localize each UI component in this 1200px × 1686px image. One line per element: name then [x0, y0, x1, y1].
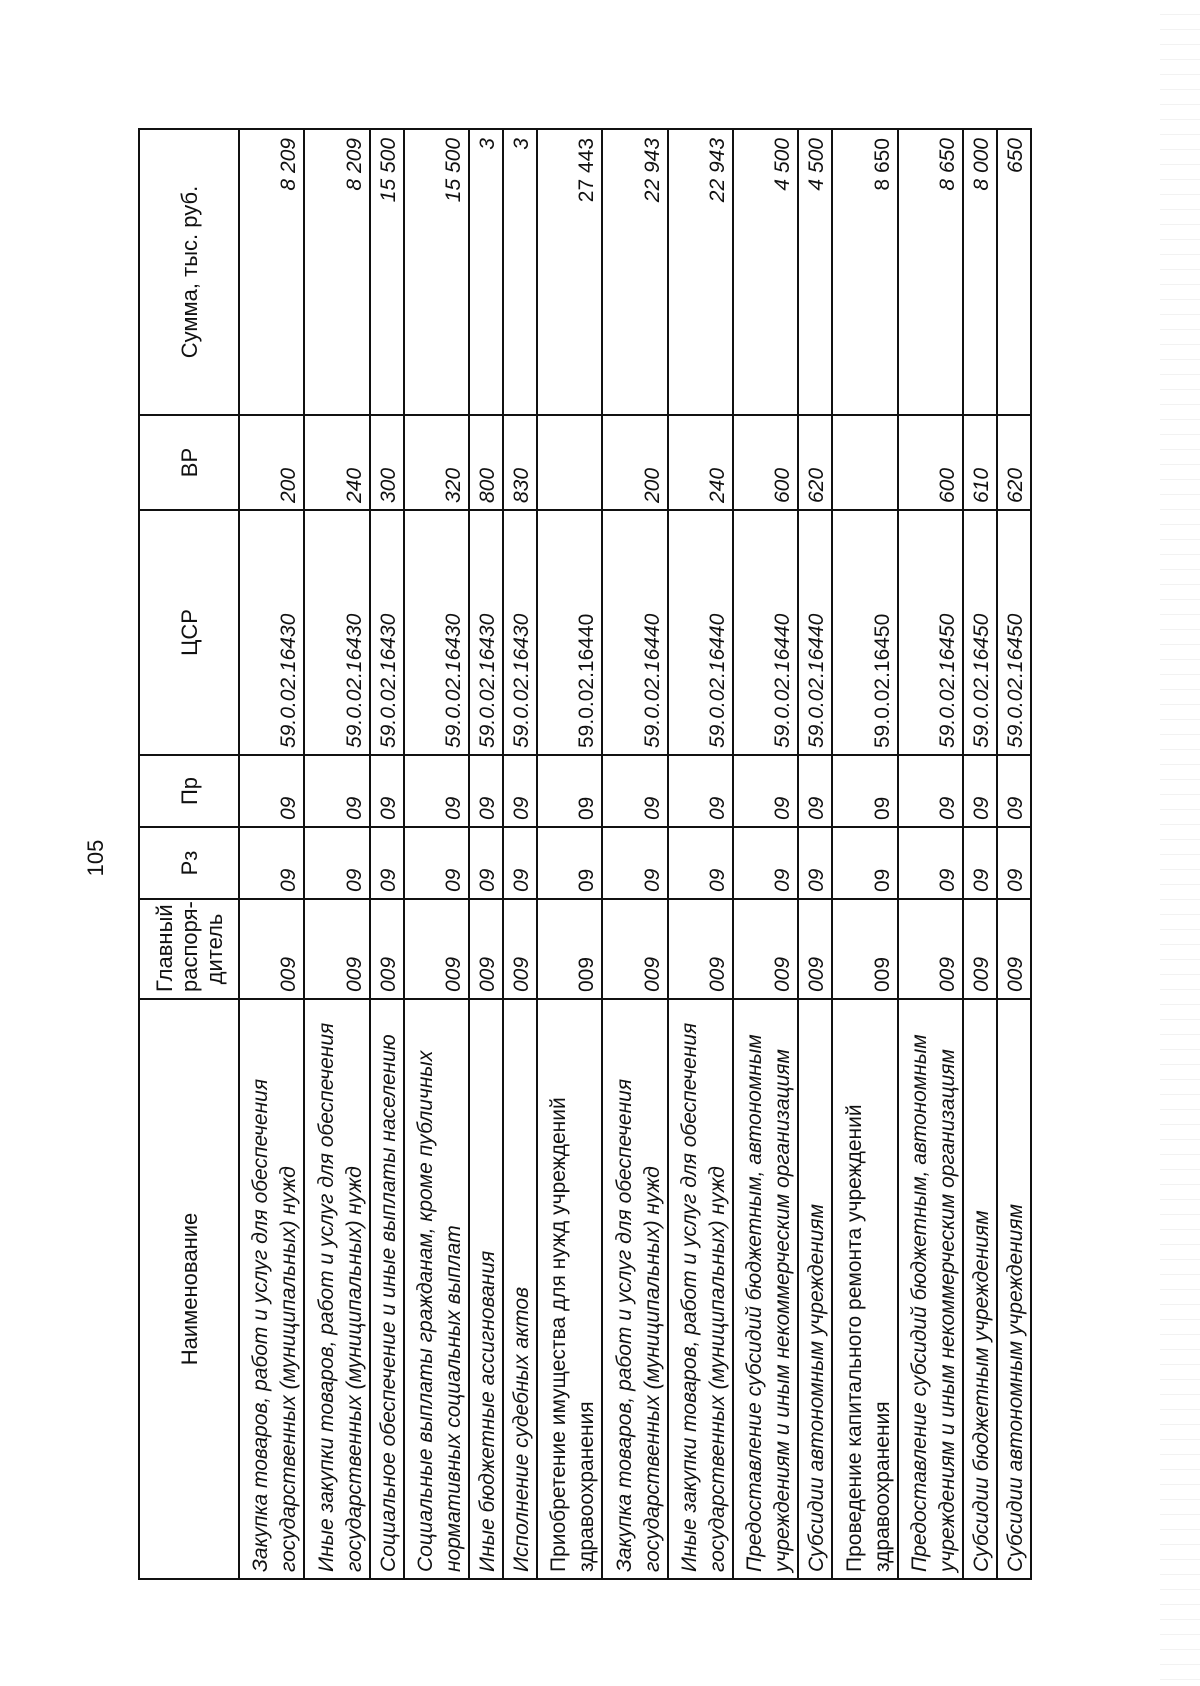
cell-sum: 22 943 [602, 129, 667, 415]
cell-pr: 09 [602, 755, 667, 827]
cell-pr: 09 [832, 755, 897, 827]
cell-rz: 09 [963, 827, 997, 899]
cell-pr: 09 [963, 755, 997, 827]
cell-pr: 09 [537, 755, 602, 827]
cell-vr: 830 [503, 415, 537, 510]
cell-chief: 009 [469, 899, 503, 999]
table-row [537, 129, 602, 1579]
cell-name: Иные бюджетные ассигнования [469, 999, 503, 1579]
cell-vr [537, 415, 602, 510]
scan-artifact [1160, 0, 1200, 1686]
cell-vr: 610 [963, 415, 997, 510]
cell-chief: 009 [997, 899, 1031, 999]
table-row [304, 129, 369, 1579]
table-header-row [139, 129, 239, 1579]
cell-chief: 009 [239, 899, 304, 999]
header-chief: Главный распоря-дитель [139, 899, 239, 999]
cell-rz: 09 [239, 827, 304, 899]
page-number: 105 [83, 839, 108, 877]
header-pr: Пр [139, 755, 239, 827]
cell-csr: 59.0.02.16430 [469, 510, 503, 755]
cell-csr: 59.0.02.16450 [832, 510, 897, 755]
cell-rz: 09 [832, 827, 897, 899]
cell-sum: 27 443 [537, 129, 602, 415]
budget-table [138, 128, 1032, 1580]
cell-name: Социальное обеспечение и иные выплаты населению [370, 999, 404, 1579]
cell-pr: 09 [798, 755, 832, 827]
cell-csr: 59.0.02.16430 [239, 510, 304, 755]
cell-pr: 09 [304, 755, 369, 827]
cell-chief: 009 [963, 899, 997, 999]
cell-pr: 09 [668, 755, 733, 827]
cell-name: Предоставление субсидий бюджетным, автономным учреждениям и иным некоммерческим организациям [898, 999, 963, 1579]
cell-name: Исполнение судебных актов [503, 999, 537, 1579]
cell-sum: 8 650 [898, 129, 963, 415]
table-row [469, 129, 503, 1579]
cell-rz: 09 [503, 827, 537, 899]
cell-name: Предоставление субсидий бюджетным, автономным учреждениям и иным некоммерческим организациям [733, 999, 798, 1579]
cell-chief: 009 [404, 899, 469, 999]
cell-chief: 009 [537, 899, 602, 999]
cell-chief: 009 [798, 899, 832, 999]
cell-csr: 59.0.02.16430 [503, 510, 537, 755]
cell-rz: 09 [997, 827, 1031, 899]
cell-vr: 200 [602, 415, 667, 510]
cell-vr: 620 [997, 415, 1031, 510]
table-body [239, 129, 1031, 1579]
cell-sum: 3 [469, 129, 503, 415]
cell-chief: 009 [832, 899, 897, 999]
table-row [798, 129, 832, 1579]
cell-chief: 009 [668, 899, 733, 999]
cell-pr: 09 [370, 755, 404, 827]
cell-sum: 8 209 [304, 129, 369, 415]
cell-rz: 09 [469, 827, 503, 899]
cell-rz: 09 [304, 827, 369, 899]
table-row [898, 129, 963, 1579]
cell-rz: 09 [898, 827, 963, 899]
header-sum: Сумма, тыс. руб. [139, 129, 239, 415]
table-row [370, 129, 404, 1579]
table-row [239, 129, 304, 1579]
cell-sum: 3 [503, 129, 537, 415]
cell-vr: 620 [798, 415, 832, 510]
cell-name: Закупка товаров, работ и услуг для обеспечения государственных (муниципальных) нужд [239, 999, 304, 1579]
cell-csr: 59.0.02.16440 [798, 510, 832, 755]
cell-vr: 320 [404, 415, 469, 510]
header-csr: ЦСР [139, 510, 239, 755]
header-rz: Рз [139, 827, 239, 899]
cell-pr: 09 [997, 755, 1031, 827]
cell-sum: 15 500 [404, 129, 469, 415]
cell-name: Социальные выплаты гражданам, кроме публичных нормативных социальных выплат [404, 999, 469, 1579]
table-row [997, 129, 1031, 1579]
cell-pr: 09 [404, 755, 469, 827]
cell-name: Субсидии автономным учреждениям [997, 999, 1031, 1579]
cell-name: Закупка товаров, работ и услуг для обеспечения государственных (муниципальных) нужд [602, 999, 667, 1579]
cell-sum: 4 500 [733, 129, 798, 415]
cell-vr: 240 [304, 415, 369, 510]
cell-pr: 09 [733, 755, 798, 827]
cell-pr: 09 [503, 755, 537, 827]
cell-csr: 59.0.02.16440 [602, 510, 667, 755]
cell-rz: 09 [537, 827, 602, 899]
cell-sum: 650 [997, 129, 1031, 415]
cell-name: Субсидии автономным учреждениям [798, 999, 832, 1579]
cell-chief: 009 [898, 899, 963, 999]
table-row [602, 129, 667, 1579]
table-row [733, 129, 798, 1579]
cell-name: Иные закупки товаров, работ и услуг для обеспечения государственных (муниципальных) нужд [668, 999, 733, 1579]
cell-pr: 09 [239, 755, 304, 827]
cell-vr [832, 415, 897, 510]
cell-csr: 59.0.02.16440 [537, 510, 602, 755]
cell-rz: 09 [668, 827, 733, 899]
cell-csr: 59.0.02.16450 [898, 510, 963, 755]
cell-csr: 59.0.02.16430 [304, 510, 369, 755]
table-row [503, 129, 537, 1579]
header-name: Наименование [139, 999, 239, 1579]
cell-rz: 09 [798, 827, 832, 899]
cell-vr: 800 [469, 415, 503, 510]
cell-vr: 200 [239, 415, 304, 510]
cell-csr: 59.0.02.16440 [733, 510, 798, 755]
cell-name: Субсидии бюджетным учреждениям [963, 999, 997, 1579]
table-row [832, 129, 897, 1579]
cell-rz: 09 [602, 827, 667, 899]
cell-sum: 8 209 [239, 129, 304, 415]
header-vr: ВР [139, 415, 239, 510]
table-rotated-container [138, 130, 1032, 1580]
cell-sum: 4 500 [798, 129, 832, 415]
cell-sum: 8 000 [963, 129, 997, 415]
cell-chief: 009 [602, 899, 667, 999]
cell-pr: 09 [469, 755, 503, 827]
cell-vr: 240 [668, 415, 733, 510]
cell-name: Иные закупки товаров, работ и услуг для обеспечения государственных (муниципальных) нужд [304, 999, 369, 1579]
cell-vr: 600 [733, 415, 798, 510]
cell-sum: 22 943 [668, 129, 733, 415]
cell-csr: 59.0.02.16450 [963, 510, 997, 755]
cell-rz: 09 [733, 827, 798, 899]
table-row [404, 129, 469, 1579]
cell-csr: 59.0.02.16440 [668, 510, 733, 755]
cell-pr: 09 [898, 755, 963, 827]
cell-chief: 009 [370, 899, 404, 999]
cell-rz: 09 [404, 827, 469, 899]
cell-chief: 009 [503, 899, 537, 999]
cell-csr: 59.0.02.16430 [404, 510, 469, 755]
table-row [963, 129, 997, 1579]
cell-name: Приобретение имущества для нужд учреждений здравоохранения [537, 999, 602, 1579]
table-row [668, 129, 733, 1579]
cell-csr: 59.0.02.16450 [997, 510, 1031, 755]
cell-vr: 300 [370, 415, 404, 510]
cell-rz: 09 [370, 827, 404, 899]
cell-name: Проведение капитального ремонта учреждений здравоохранения [832, 999, 897, 1579]
cell-sum: 15 500 [370, 129, 404, 415]
cell-chief: 009 [733, 899, 798, 999]
cell-vr: 600 [898, 415, 963, 510]
cell-csr: 59.0.02.16430 [370, 510, 404, 755]
cell-sum: 8 650 [832, 129, 897, 415]
cell-chief: 009 [304, 899, 369, 999]
